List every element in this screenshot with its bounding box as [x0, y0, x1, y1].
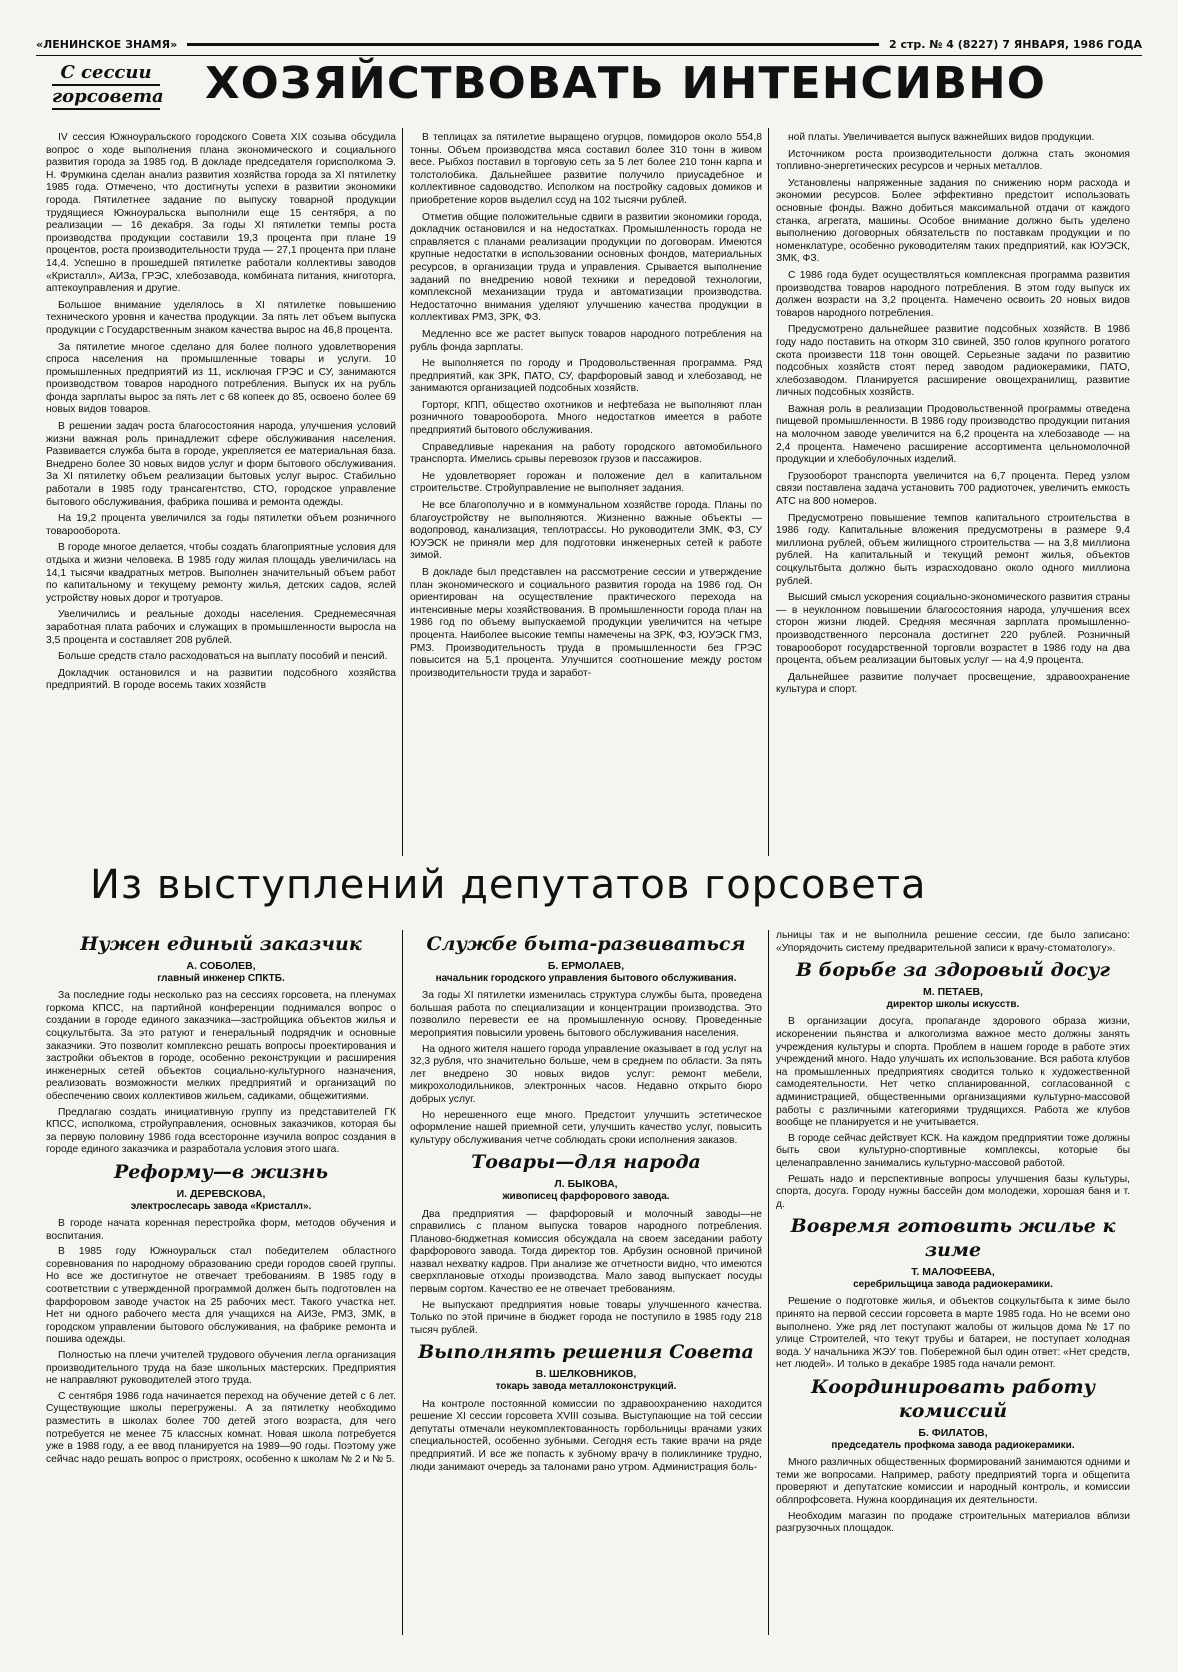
section-rubric — [52, 62, 164, 110]
author-position: главный инженер СПКТБ. — [157, 972, 285, 984]
speech-title: Вовремя готовить жилье к зиме — [790, 1215, 1116, 1262]
paragraph: В городе многое делается, чтобы создать благоприятные условия для отдыха и жизни человека. В 1985 году жилая площадь увеличилась на 14,1 тысячи квадратных метров. Выполнен значительный объем работ по капитальному и текущему ремонту жилья, детских садов, яслей устройству новых дорог и тротуаров. — [46, 542, 396, 604]
paragraph: На контроле постоянной комиссии по здравоохранению находится решение XI сессии горсовета XVIII созыва. Выступающие на той сессии депутаты отмечали неукомплектованность горбольницы врачами узких специальностей, особенно зубными. Сегодня есть такие врачи на ряде предприятий. И все же попасть к зубному врачу в поликлинике трудно, люди занимают очередь за талонами рано утром. Администрация боль- — [410, 1398, 762, 1473]
paragraph: Необходим магазин по продаже строительных материалов вблизи разгрузочных площадок. — [776, 1510, 1130, 1535]
paragraph: Справедливые нарекания на работу городского автомобильного транспорта. Имелись срывы перевозок грузов и пассажиров. — [410, 441, 762, 466]
paragraph: ной платы. Увеличивается выпуск важнейших видов продукции. — [788, 132, 1095, 143]
paragraph: Увеличились и реальные доходы населения. Среднемесячная заработная плата рабочих и служащих в промышленности выросла на 3,5 процента и составляет 208 рублей. — [46, 609, 396, 646]
speech-title: В борьбе за здоровый досуг — [795, 959, 1111, 982]
paragraph: Высший смысл ускорения социально-экономического развития страны — в неуклонном повышении благосостояния народа, улучшения всех сторон жизни людей. Средняя месячная зарплата промышленно-производственного персонала достигнет 220 рублей. Розничный товарооборот государственной торговли возрастет в 1986 году на два процента, объем реализации бытовых услуг — на 4,9 процента. — [776, 592, 1130, 667]
paragraph: Грузооборот транспорта увеличится на 6,7 процента. Перед узлом связи поставлена задача установить 700 радиоточек, увеличить емкость АТС на 800 номеров. — [776, 470, 1130, 508]
rubric-line-1: С сессии — [52, 62, 160, 86]
author-position: живописец фарфорового завода. — [502, 1190, 670, 1202]
speech-author: В. ШЕЛКОВНИКОВ, — [535, 1368, 637, 1381]
paragraph: Медленно все же растет выпуск товаров народного потребления на рубль фонда зарплаты. — [410, 328, 762, 353]
paragraph: В городе начата коренная перестройка форм, методов обучения и воспитания. — [46, 1218, 396, 1242]
speech-author: Б. ФИЛАТОВ, — [918, 1427, 988, 1440]
author-position: токарь завода металлоконструкций. — [495, 1381, 677, 1393]
paragraph: Установлены напряженные задания по снижению норм расхода и экономии ресурсов. Более эффективно предстоит использовать основные фонды. Важно добиться максимальной отдачи от каждого станка, агрегата, машины. Особое внимание должно быть уделено выполнению договорных обязательств по поставкам продукции и по номенклатуре, особенно руководителям таких предприятий, как ЮУЭСК, ЗМК, ФЗ. — [776, 177, 1130, 265]
speech-author: А. СОБОЛЕВ, — [186, 960, 256, 972]
paragraph: В докладе был представлен на рассмотрение сессии и утверждение план экономического и социального развития города на 1986 год. Он ориентирован на осуществление практического перехода на интенсивные меры хозяйствования. В промышленности города план на 1986 год по объему выпускаемой продукции увеличится на четыре процента. Наиболее высокие темпы намечены на ЗРК, ФЗ, ЮУЭСК ГМЗ, РМЗ. Производительность труда в промышленности без ГРЭС повысится на 5,1 процента. Улучшится соотношение между ростом производительности труда и заработ- — [410, 567, 762, 679]
paragraph: Горторг, КПП, общество охотников и нефтебаза не выполняют план розничного товарооборота. Много недостатков имеется в работе предприятий бытового обслуживания. — [410, 399, 762, 437]
continued-paragraph: льницы так и не выполнила решение сессии, где было записано: «Упорядочить систему предварительной записи к врачу-стоматологу». — [776, 930, 1130, 954]
speech-author: И. ДЕРЕВСКОВА, — [176, 1187, 266, 1200]
article-column-2 — [410, 132, 762, 864]
speeches-column-3 — [776, 930, 1130, 1630]
paragraph: Докладчик остановился и на развитии подсобного хозяйства предприятий. В городе восемь таких хозяйств — [46, 667, 396, 692]
paragraph: Больше средств стало расходоваться на выплату пособий и пенсий. — [58, 651, 388, 663]
author-position: серебрильщица завода радиокерамики. — [853, 1278, 1053, 1290]
column-divider — [402, 128, 403, 856]
author-position: председатель профкома завода радиокерамики. — [831, 1439, 1075, 1451]
paragraph: Полностью на плечи учителей трудового обучения легла организация производительного труда на базе школьных мастерских. Предприятия не направляют руководителей этого труда. — [46, 1350, 396, 1387]
paragraph: Источником роста производительности должна стать экономия топливно-энергетических ресурсов и черных металлов. — [776, 148, 1130, 173]
main-headline: ХОЗЯЙСТВОВАТЬ ИНТЕНСИВНО — [205, 58, 1046, 109]
speech-author: Б. ЕРМОЛАЕВ, — [547, 960, 625, 972]
speech-author: Т. МАЛОФЕЕВА, — [911, 1266, 995, 1279]
speech-author: Л. БЫКОВА, — [554, 1178, 618, 1191]
paragraph: В городе сейчас действует КСК. На каждом предприятии тоже должны быть свои культурно-спортивные комплексы, которые бы целенаправленно занимались культурно-массовой работой. — [776, 1132, 1130, 1169]
speech-title: Реформу—в жизнь — [113, 1160, 329, 1183]
column-divider — [768, 128, 769, 856]
paragraph: На одного жителя нашего города управление оказывает в год услуг на 32,3 рубля, что значительно больше, чем в среднем по области. За пять лет внедрено 30 новых видов услуг: ремонт мебели, микрохолодильников, электронных часов. Недавно открыто бюро добрых услуг. — [410, 1043, 762, 1105]
column-divider — [768, 930, 769, 1635]
speeches-column-2 — [410, 930, 762, 1630]
paragraph: Не выпускают предприятия новые товары улучшенного качества. Только по этой причине в бюджет города не поступило в 1985 году 218 тысяч рублей. — [410, 1299, 762, 1336]
paragraph: Важная роль в реализации Продовольственной программы отведена пищевой промышленности. В 1986 году производство продукции питания на молочном заводе увеличится на 6,2 процента на хлебозаводе — на 2,4 процента. Намечено расширение ассортимента цельномолочной продукции и хлебобулочных изделий. — [776, 403, 1130, 466]
paragraph: За последние годы несколько раз на сессиях горсовета, на пленумах горкома КПСС, на партийной конференции поднимался вопрос о создании в городе единого заказчика—застройщика объектов жилья и соцкультбыта. За это ратуют и генеральный подрядчик и основные заказчики. Это позволит комплексно решать вопросы проектирования и застройки объектов в городе, особенно реконструкции и расширения инженерных сетей объектов социально-культурного назначения, реализовать возможности мелких предприятий и организаций по обеспечению своих коллективов жильем, садиками, общежитиями. — [46, 990, 396, 1102]
author-position: директор школы искусств. — [886, 998, 1020, 1010]
paragraph: Предусмотрено повышение темпов капитального строительства в 1986 году. Капитальные вложения предусмотрены в размере 9,4 миллиона рублей, объем жилищного строительства — на 3,8 миллиона рублей. На капитальный и текущий ремонт жилья, объектов соцкультбыта должно быть израсходовано около одного миллиона рублей. — [776, 512, 1130, 587]
speeches-column-1 — [46, 930, 396, 1630]
masthead-rule — [187, 43, 879, 46]
paragraph: В 1985 году Южноуральск стал победителем областного соревнования по народному образованию среди городов своей группы. Но все же достигнутое не отвечает требованиям. В 1985 году в соответствии с утвержденной программой должен быть подготовлен на фарфоровом заводе участок на 25 рабочих мест. Такого участка нет. Нет ни одного рабочего места для учащихся на АИЗе, РМЗ, ЗМК, в городском управлении бытового обслуживания, на фабрике ремонта и пошива одежды. — [46, 1246, 396, 1346]
section-title: Из выступлений депутатов горсовета — [90, 862, 927, 908]
paragraph: IV сессия Южноуральского городского Совета XIX созыва обсудила вопрос о ходе выполнения плана экономического и социального развития города за 1985 год. В докладе председателя горисполкома Э. Н. Фрумкина сделан анализ развития хозяйства города за XI пятилетку 1985 года. Отмечено, что достигнуты успехи в развитии экономики города. Пятилетнее задание по выпуску товарной продукции трудящиеся Южноуральска выполнили еще 15 сентября, а по реализации — 16 декабря. За годы XI пятилетки темпы роста производства продукции составили 19,3 процента при плане 19 процентов, роста производительности труда — 27,1 процента при плане 14,4. Успешно в прошедшей пятилетке работали коллективы заводов «Кристалл», АИЗа, ГРЭС, хлебозавода, комбината питания, книготорга, аптекоуправления и другие. — [46, 132, 396, 295]
paragraph: В решении задач роста благосостояния народа, улучшения условий жизни важная роль принадлежит сфере обслуживания населения. Развивается служба быта в городе, укрепляется ее материальная база. Внедрено более 30 новых видов услуг и форм бытового обслуживания. За XI пятилетку объем реализации бытовых услуг вырос. Стабильно работали в 1985 году трансагентство, СТО, городское управление бытового обслуживания, фабрика пошива и ремонта одежды. — [46, 421, 396, 508]
paragraph: В организации досуга, пропаганде здорового образа жизни, искоренении пьянства и алкоголизма важное место должны занять учреждения культуры и спорта. Проблем в нашем городе в работе этих учреждений много. Надо улучшать их использование. Вся работа клубов на промышленных предприятиях сводится только к художественной самодеятельности. Нет четко спланированной, согласованной с администрацией, общественными организациями культурно-массовой работы с различными категориями трудящихся. Работа же клубов вообще не планируется и не учитывается. — [776, 1016, 1130, 1129]
paragraph: Не все благополучно и в коммунальном хозяйстве города. Планы по благоустройству не выполняются. Жизненно важные объекты — водопровод, канализация, теплотрассы. Но руководители ЗМК, ФЗ, СУ ЮУЭСК не приняли мер для подготовки инженерных сетей к работе зимой. — [410, 500, 762, 562]
article-column-3 — [776, 132, 1130, 864]
speech-title: Выполнять решения Совета — [418, 1341, 754, 1364]
column-divider — [402, 930, 403, 1635]
paragraph: Предлагаю создать инициативную группу из представителей ГК КПСС, исполкома, стройуправления, основных заказчиков, которая бы за первую половину 1986 года всесторонне изучила вопрос создания в городе единого заказчика и разработала условия этого шага. — [46, 1106, 396, 1156]
paragraph: Не удовлетворяет горожан и положение дел в капитальном строительстве. Стройуправление не выполняет задания. — [410, 470, 762, 495]
paragraph: С 1986 года будет осуществляться комплексная программа развития производства товаров народного потребления. В этом году выпуск их должен возрасти на 3,2 процента. Намечено освоить 20 новых видов товаров народного потребления. — [776, 269, 1130, 319]
paragraph: С сентября 1986 года начинается переход на обучение детей с 6 лет. Существующие школы перегружены. А за пятилетку необходимо разместить в школах более 700 детей этого возраста, для чего потребуется не менее 75 классных комнат. Новая школа потребуется уже в 1988 году, а ее ввод планируется на 1989—90 годы. Поэтому уже сейчас надо решать вопрос о пристроях, особенно к школам № 2 и № 5. — [46, 1390, 396, 1465]
paragraph: Два предприятия — фарфоровый и молочный заводы—не справились с планом выпуска товаров народного потребления. Планово-бюджетная комиссия обсуждала на своем заседании работу фарфорового завода. Тогда директор тов. Арбузин основной причиной назвал нехватку кадров. При анализе же отчетности видно, что имеются сверхплановые отходы производства. Мало завод выпускает посуды первым сортом. Качество ее не отвечает требованиям. — [410, 1208, 762, 1296]
speech-title: Координировать работу комиссий — [810, 1376, 1096, 1423]
author-position: электрослесарь завода «Кристалл». — [130, 1200, 312, 1212]
paragraph: На 19,2 процента увеличился за годы пятилетки объем розничного товарооборота. — [46, 513, 396, 537]
author-position: начальник городского управления бытового обслуживания. — [435, 972, 737, 984]
speech-title: Службе быта-развиваться — [426, 933, 746, 955]
paragraph: Предусмотрено дальнейшее развитие подсобных хозяйств. В 1986 году надо поставить на откорм 310 свиней, 350 голов крупного рогатого скота произвести 118 тонн овощей. Серьезные задачи по развитию подсобных хозяйств стоят перед заводом радиокерамики, ПАТО, хлебозаводом. Планируется расширение овощехранилищ, развитие личных подсобных хозяйств. — [776, 324, 1130, 399]
paragraph: Отметив общие положительные сдвиги в развитии экономики города, докладчик остановился и на недостатках. Промышленность города не справляется с планами реализации продукции по договорам. Имеются крупные недостатки в использовании основных фондов, материальных ресурсов, в организации труда и управления. Срывается выполнение заданий по внедрению новой техники и передовой технологии, комплексной механизации труда и автоматизации производства. Недостаточно внимания уделяют улучшению качества продукции в коллективах РМЗ, ЗРК, ФЗ. — [410, 211, 762, 324]
paragraph: Решение о подготовке жилья, и объектов соцкультбыта к зиме было принято на первой сессии горсовета в марте 1985 года. Но не всеми оно выполнено. Уже ряд лет поступают жалобы от жильцов дома № 17 по улице Строителей, что текут трубы и батареи, не поступает холодная вода. У начальника ЖЭУ тов. Побережной был один ответ: «Нет средств, нет людей». И только в декабре 1985 года начали ремонт. — [776, 1296, 1130, 1371]
article-column-1 — [46, 132, 396, 864]
paragraph: Дальнейшее развитие получает просвещение, здравоохранение культура и спорт. — [776, 671, 1130, 696]
speech-author: М. ПЕТАЕВ, — [923, 986, 983, 999]
paragraph: Не выполняется по городу и Продовольственная программа. Ряд предприятий, как ЗРК, ПАТО, СУ, фарфоровый завод и хлебозавод, не занимаются организацией подсобных хозяйств. — [410, 358, 762, 395]
paragraph: Много различных общественных формирований занимаются одними и теми же вопросами. Например, работу предприятий торга и общепита проверяют и депутатские комиссии и народный контроль, и комиссии облпрофсовета. Нужна координация их деятельности. — [776, 1457, 1130, 1506]
speech-title: Товары—для народа — [471, 1151, 701, 1174]
masthead — [36, 36, 1142, 52]
issue-info: 2 стр. № 4 (8227) 7 ЯНВАРЯ, 1986 ГОДА — [888, 37, 1142, 51]
paragraph: За пятилетие многое сделано для более полного удовлетворения спроса населения на промышленные товары и услуги. 10 промышленных предприятий из 11, исключая ГРЭС и СУ, занимаются производством товаров народного потребления. Выпуск их на рубль фонда зарплаты вырос за пять лет с 68 копеек до 85, освоено более 69 новых видов товаров. — [46, 341, 396, 416]
paragraph: За годы XI пятилетки изменилась структура службы быта, проведена большая работа по специализации и концентрации производства. Это позволило перевести ее на промышленную основу. Проведенные мероприятия повысили уровень бытового обслуживания населения. — [410, 990, 762, 1039]
top-divider — [36, 55, 1142, 56]
paper-name: «ЛЕНИНСКОЕ ЗНАМЯ» — [36, 37, 178, 51]
rubric-line-2: горсовета — [52, 86, 160, 110]
paragraph: Решать надо и перспективные вопросы улучшения базы культуры, спорта, досуга. Городу нужны бассейн дом молодежи, хорошая баня и т. д. — [776, 1173, 1130, 1210]
paragraph: Но нерешенного еще много. Предстоит улучшить эстетическое оформление нашей приемной сети, улучшить качество услуг, повысить культуру обслуживания четче соблюдать сроки исполнения заказов. — [410, 1109, 762, 1146]
speech-title: Нужен единый заказчик — [80, 933, 362, 955]
paragraph: Большое внимание уделялось в XI пятилетке повышению технического уровня и качества продукции. За пять лет объем выпуска продукции с Государственным знаком качества вырос на 46,8 процента. — [46, 299, 396, 336]
paragraph: В теплицах за пятилетие выращено огурцов, помидоров около 554,8 тонны. Объем производства мяса составил более 310 тонн в живом весе. Рыбхоз поставил в торговую сеть за 5 лет более 210 тонн карпа и толстолобика. Дальнейшее развитие получило приусадебное и коллективное садоводство. Исполком на постройку садовых домиков и приобретение коров выделил ссуд на 102 тысячи рублей. — [410, 132, 762, 206]
